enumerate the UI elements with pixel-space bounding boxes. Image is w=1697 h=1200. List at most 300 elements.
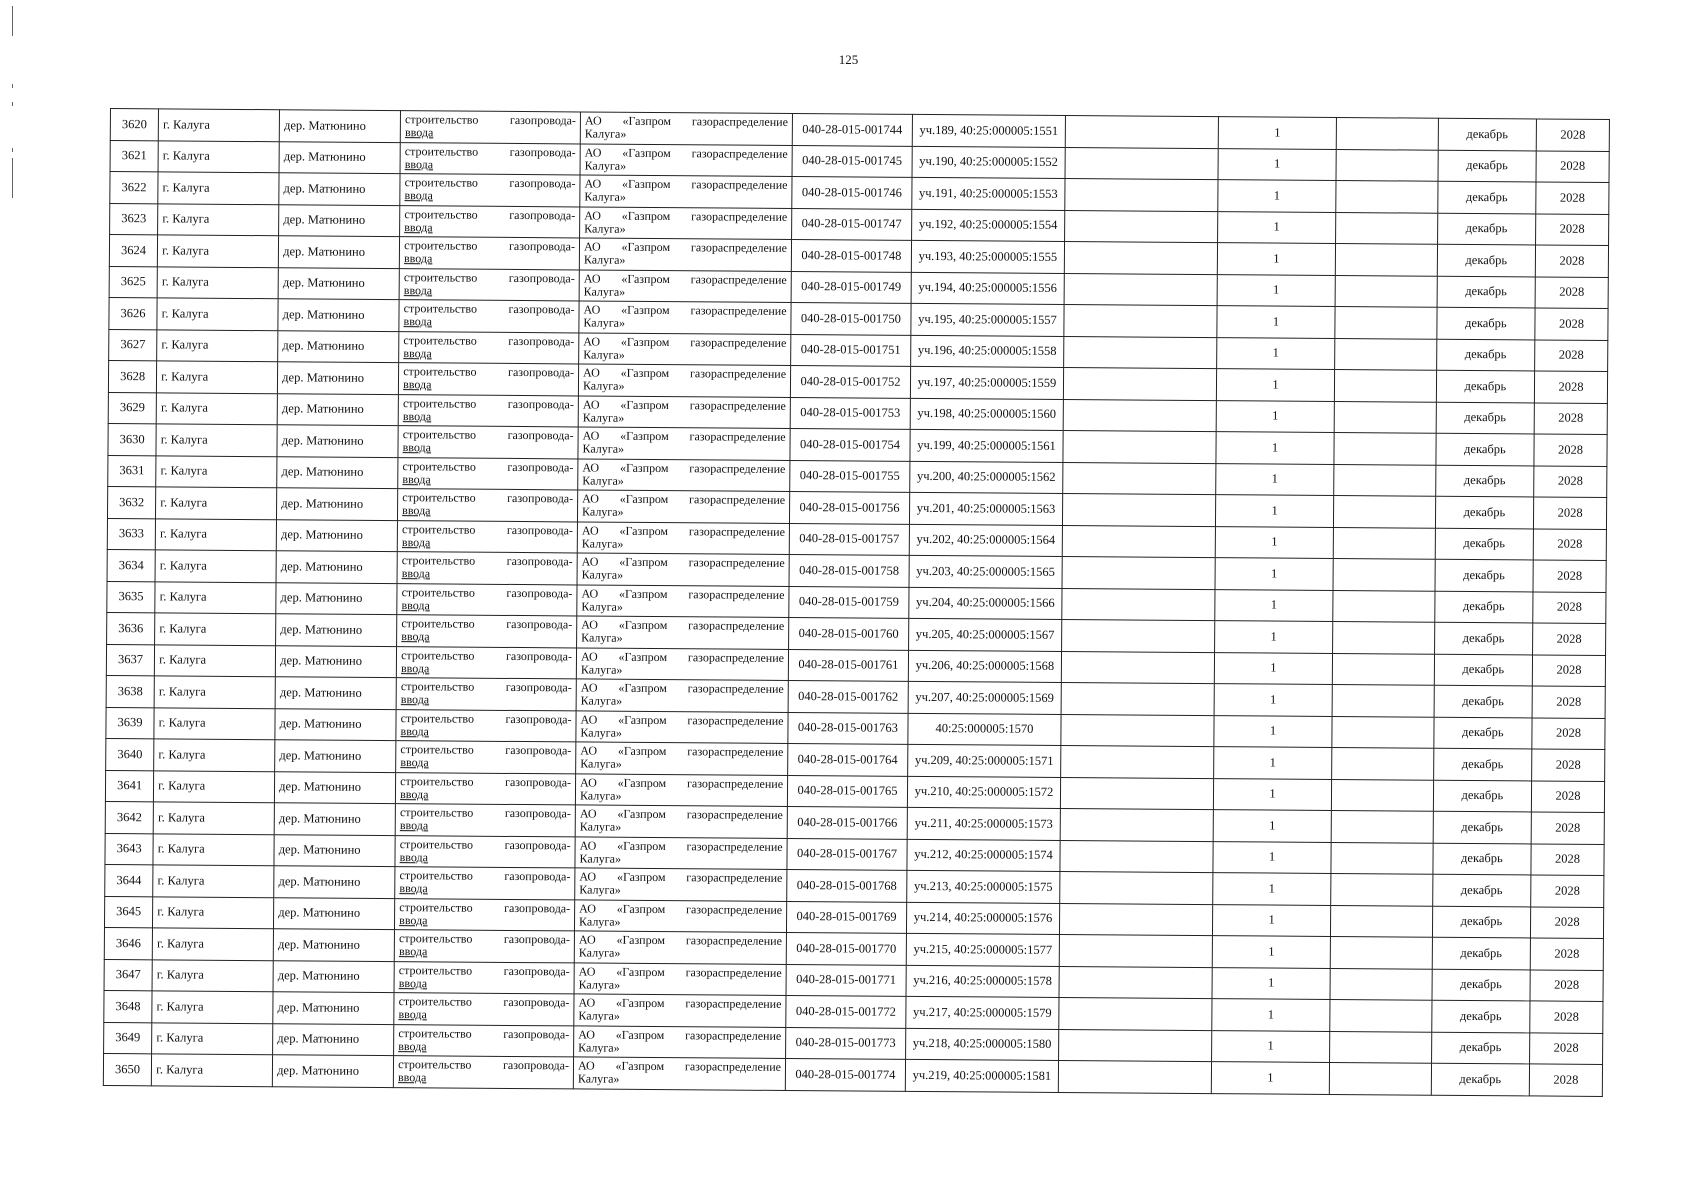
cell-org-b: «Газпром (616, 964, 665, 979)
cell-year: 2028 (1559, 190, 1585, 205)
organization-cell (576, 679, 788, 712)
empty-cell (1060, 808, 1213, 841)
empty-cell (1331, 810, 1433, 842)
month-cell (1434, 654, 1533, 686)
cell-org-d: Калуга» (578, 945, 621, 961)
cell-org-a: АО (584, 145, 602, 160)
year-cell (1532, 749, 1605, 781)
row-number (108, 455, 156, 487)
cell-org-a: АО (578, 932, 596, 947)
cell-org-c: газораспределение (691, 114, 788, 130)
cell-org-a: АО (583, 334, 601, 349)
cell-n: 3630 (119, 431, 145, 447)
row-number (105, 770, 153, 802)
empty-cell (1333, 527, 1435, 559)
cell-org-c: газораспределение (689, 461, 786, 476)
cell-org-d: Калуга» (584, 158, 627, 173)
city-cell (154, 707, 275, 739)
quantity-cell (1216, 432, 1334, 464)
cell-org-b: «Газпром (619, 523, 669, 538)
object-code-cell (790, 460, 910, 492)
cell-city: г. Калуга (156, 1030, 204, 1045)
empty-cell (1064, 336, 1217, 369)
cell-org-c: газораспределение (685, 1027, 782, 1043)
cell-place: дер. Матюнино (282, 370, 365, 385)
organization-cell (578, 458, 790, 491)
year-cell (1533, 528, 1606, 560)
cell-city: г. Калуга (156, 999, 204, 1014)
cell-org-a: АО (578, 964, 596, 979)
land-plot-cell (905, 1059, 1058, 1092)
quantity-cell (1218, 211, 1336, 243)
organization-cell (578, 395, 790, 428)
cell-year: 2028 (1555, 757, 1581, 772)
quantity-cell (1218, 117, 1336, 149)
cell-work-a: строительство (402, 395, 477, 411)
cell-month: декабрь (1463, 504, 1506, 519)
cell-org-c: газораспределение (688, 524, 785, 539)
city-cell (156, 424, 277, 456)
cell-month: декабрь (1466, 126, 1509, 141)
cell-place: дер. Матюнино (280, 622, 363, 637)
cell-city: г. Калуга (161, 306, 209, 321)
cell-work-b: газопровода- (505, 648, 573, 664)
cell-work-c: ввода (398, 1038, 427, 1054)
empty-cell (1329, 1031, 1431, 1063)
cell-month: декабрь (1463, 536, 1506, 551)
settlement-cell (277, 456, 398, 488)
cell-work-b: газопровода- (506, 554, 573, 569)
cell-org-c: газораспределение (686, 807, 783, 823)
cell-work-b: газопровода- (504, 869, 571, 884)
cell-n: 3637 (117, 652, 144, 667)
cell-land: уч.196, 40:25:000005:1558 (917, 343, 1057, 359)
cell-work-c: ввода (402, 440, 432, 455)
empty-cell (1060, 871, 1213, 904)
cell-work-a: строительство (399, 836, 474, 852)
cell-org-d: Калуга» (584, 221, 626, 236)
empty-cell (1329, 1062, 1431, 1094)
cell-month: декабрь (1460, 977, 1502, 992)
year-cell (1535, 245, 1608, 277)
cell-org-c: газораспределение (685, 933, 782, 949)
cell-org-b: «Газпром (618, 680, 667, 696)
cell-work-b: газопровода- (508, 365, 575, 380)
cell-land: уч.211, 40:25:000005:1573 (914, 815, 1053, 831)
object-code-cell (789, 586, 909, 618)
work-cell (398, 394, 578, 427)
quantity-cell (1211, 1062, 1329, 1094)
empty-cell (1065, 179, 1218, 212)
organization-cell (574, 994, 786, 1027)
empty-cell (1064, 242, 1217, 275)
cell-n: 3632 (119, 494, 145, 510)
settlement-cell (279, 141, 400, 173)
cell-place: дер. Матюнино (281, 464, 364, 480)
work-cell (400, 142, 580, 175)
cell-land: уч.215, 40:25:000005:1577 (913, 941, 1053, 957)
empty-cell (1335, 306, 1437, 338)
empty-cell (1336, 117, 1438, 149)
cell-year: 2028 (1554, 977, 1580, 993)
empty-cell (1333, 590, 1435, 622)
cell-land: уч.206, 40:25:000005:1568 (915, 658, 1055, 674)
cell-work-b: газопровода- (509, 144, 576, 160)
cell-work-a: строительство (402, 427, 477, 442)
land-plot-cell (910, 398, 1063, 431)
register-sheet (103, 108, 1610, 1097)
cell-city: г. Калуга (158, 747, 206, 762)
cell-city: г. Калуга (157, 841, 205, 856)
work-cell (398, 457, 578, 490)
cell-work-c: ввода (403, 314, 432, 329)
land-plot-cell (908, 681, 1061, 714)
cell-org-c: газораспределение (690, 335, 787, 350)
cell-org-b: «Газпром (618, 649, 668, 664)
cell-year: 2028 (1560, 158, 1586, 174)
cell-month: декабрь (1462, 662, 1505, 677)
month-cell (1437, 244, 1536, 276)
cell-city: г. Калуга (159, 621, 207, 636)
month-cell (1434, 685, 1533, 717)
cell-org-b: «Газпром (618, 586, 668, 601)
empty-cell (1335, 338, 1437, 370)
empty-cell (1058, 1060, 1211, 1093)
work-cell (399, 268, 579, 301)
cell-org-d: Калуга» (582, 473, 624, 488)
year-cell (1536, 150, 1609, 182)
cell-work-c: ввода (403, 282, 433, 298)
object-code-cell (792, 145, 912, 177)
cell-org-c: газораспределение (691, 146, 788, 161)
cell-place: дер. Матюнино (277, 937, 360, 952)
object-code-cell (791, 271, 911, 303)
row-number (107, 549, 155, 581)
empty-cell (1059, 966, 1212, 999)
cell-work-c: ввода (398, 1007, 427, 1022)
cell-org-d: Калуга» (580, 756, 622, 772)
cell-city: г. Калуга (159, 652, 207, 667)
cell-org-d: Калуга» (582, 504, 624, 520)
city-cell (158, 140, 279, 172)
work-cell (395, 898, 575, 931)
cell-org-a: АО (583, 239, 601, 254)
empty-cell (1059, 903, 1212, 936)
cell-work-c: ввода (399, 849, 429, 865)
cell-org-a: АО (579, 901, 596, 916)
cell-code: 040-28-015-001753 (800, 405, 901, 421)
cell-month: декабрь (1464, 410, 1507, 425)
organization-cell (576, 742, 788, 775)
land-plot-cell (911, 209, 1064, 242)
cell-org-c: газораспределение (691, 177, 788, 193)
city-cell (153, 833, 274, 865)
quantity-cell (1215, 558, 1333, 590)
cell-work-c: ввода (402, 503, 431, 518)
cell-place: дер. Матюнино (282, 338, 365, 354)
page-number: 125 (838, 52, 859, 67)
quantity-cell (1217, 243, 1335, 275)
cell-place: дер. Матюнино (281, 496, 364, 511)
cell-org-b: «Газпром (620, 428, 669, 444)
cell-work-b: газопровода- (505, 711, 572, 727)
land-plot-cell (910, 429, 1063, 462)
cell-qty: 1 (1268, 912, 1275, 927)
cell-org-b: «Газпром (622, 114, 672, 129)
cell-org-b: «Газпром (619, 460, 669, 475)
cell-n: 3628 (120, 368, 146, 384)
land-plot-cell (906, 996, 1059, 1029)
cell-code: 040-28-015-001768 (796, 877, 897, 893)
cell-work-c: ввода (397, 1070, 427, 1085)
cell-year: 2028 (1555, 725, 1582, 741)
month-cell (1431, 1032, 1530, 1064)
work-cell (395, 835, 575, 868)
quantity-cell (1212, 999, 1330, 1031)
cell-work-c: ввода (403, 377, 432, 392)
cell-land: 40:25:000005:1570 (935, 721, 1034, 737)
empty-cell (1332, 747, 1434, 779)
row-number (108, 423, 156, 455)
cell-org-a: АО (580, 775, 597, 790)
cell-code: 040-28-015-001764 (797, 751, 898, 767)
quantity-cell (1212, 936, 1330, 968)
cell-org-d: Калуга» (583, 347, 625, 362)
organization-cell (575, 773, 787, 806)
work-cell (400, 205, 580, 238)
year-cell (1531, 906, 1604, 938)
empty-cell (1332, 653, 1434, 685)
cell-n: 3627 (120, 337, 146, 352)
cell-land: уч.191, 40:25:000005:1553 (919, 185, 1058, 201)
object-code-cell (790, 365, 910, 397)
cell-work-a: строительство (401, 553, 476, 568)
cell-work-b: газопровода- (508, 239, 576, 254)
cell-city: г. Калуга (161, 337, 209, 352)
row-number (108, 392, 156, 424)
cell-year: 2028 (1553, 1072, 1579, 1087)
row-number (106, 738, 154, 770)
cell-org-d: Калуга» (581, 567, 624, 583)
cell-work-b: газопровода- (503, 995, 570, 1010)
cell-code: 040-28-015-001774 (795, 1066, 896, 1082)
empty-cell (1062, 588, 1215, 621)
land-plot-cell (908, 744, 1061, 777)
object-code-cell (786, 1027, 906, 1059)
cell-land: уч.201, 40:25:000005:1563 (916, 500, 1056, 516)
cell-work-c: ввода (401, 629, 430, 644)
cell-land: уч.202, 40:25:000005:1564 (916, 532, 1056, 548)
cell-org-d: Калуга» (584, 126, 627, 142)
month-cell (1436, 370, 1535, 402)
cell-code: 040-28-015-001754 (799, 436, 901, 452)
cell-org-b: «Газпром (621, 177, 671, 192)
city-cell (157, 361, 278, 393)
land-plot-cell (909, 587, 1062, 620)
cell-work-b: газопровода- (506, 522, 573, 538)
cell-year: 2028 (1557, 505, 1583, 520)
cell-org-d: Калуга» (581, 536, 624, 551)
cell-n: 3644 (116, 872, 142, 888)
cell-work-c: ввода (404, 156, 434, 172)
empty-cell (1336, 149, 1438, 181)
object-code-cell (788, 712, 908, 744)
month-cell (1433, 748, 1532, 780)
settlement-cell (277, 393, 398, 425)
cell-work-b: газопровода- (503, 932, 570, 947)
year-cell (1531, 843, 1604, 875)
year-cell (1534, 371, 1607, 403)
city-cell (155, 550, 276, 582)
row-number (104, 896, 152, 928)
cell-year: 2028 (1559, 284, 1585, 300)
object-code-cell (787, 806, 907, 838)
year-cell (1534, 402, 1607, 434)
month-cell (1435, 465, 1534, 497)
cell-n: 3631 (119, 463, 145, 478)
row-number (106, 707, 154, 739)
cell-work-c: ввода (404, 188, 433, 203)
empty-cell (1330, 999, 1432, 1031)
cell-place: дер. Матюнино (280, 527, 363, 543)
work-cell (397, 552, 577, 585)
cell-month: декабрь (1463, 473, 1506, 488)
quantity-cell (1217, 369, 1335, 401)
cell-city: г. Калуга (161, 369, 209, 384)
work-cell (400, 174, 580, 207)
cell-work-a: строительство (404, 206, 478, 222)
cell-n: 3642 (116, 809, 142, 825)
cell-work-b: газопровода- (503, 1026, 570, 1042)
empty-cell (1331, 842, 1433, 874)
cell-org-c: газораспределение (690, 272, 787, 287)
row-number (106, 675, 154, 707)
cell-code: 040-28-015-001758 (799, 562, 900, 578)
cell-org-a: АО (582, 428, 600, 443)
cell-work-b: газопровода- (507, 491, 574, 506)
cell-city: г. Калуга (157, 936, 205, 951)
city-cell (153, 896, 274, 928)
cell-code: 040-28-015-001770 (796, 940, 897, 956)
object-code-cell (785, 1058, 905, 1090)
land-plot-cell (908, 650, 1061, 683)
cell-code: 040-28-015-001745 (802, 153, 903, 169)
cell-year: 2028 (1558, 347, 1584, 363)
cell-city: г. Калуга (161, 274, 209, 289)
month-cell (1436, 402, 1535, 434)
cell-qty: 1 (1268, 881, 1276, 896)
row-number (105, 864, 153, 896)
cell-work-a: строительство (405, 112, 479, 127)
organization-cell (579, 238, 791, 271)
year-cell (1531, 780, 1604, 812)
cell-place: дер. Матюнино (283, 118, 366, 133)
empty-cell (1065, 210, 1218, 243)
cell-org-d: Калуга» (579, 851, 622, 866)
row-number (110, 140, 158, 172)
cell-n: 3640 (117, 746, 143, 762)
cell-year: 2028 (1555, 788, 1581, 804)
cell-org-b: «Газпром (616, 869, 666, 885)
cell-work-c: ввода (401, 566, 431, 581)
work-cell (396, 741, 576, 774)
cell-org-d: Калуга» (580, 662, 623, 677)
organization-cell (574, 899, 786, 932)
cell-n: 3623 (121, 211, 147, 226)
cell-org-b: «Газпром (621, 240, 671, 255)
cell-month: декабрь (1464, 378, 1507, 393)
empty-cell (1331, 873, 1433, 905)
cell-code: 040-28-015-001769 (796, 909, 897, 925)
empty-cell (1062, 556, 1215, 589)
cell-land: уч.192, 40:25:000005:1554 (918, 217, 1058, 233)
object-code-cell (789, 523, 909, 555)
cell-land: уч.207, 40:25:000005:1569 (915, 689, 1055, 705)
organization-cell (573, 1057, 785, 1090)
land-plot-cell (911, 272, 1064, 305)
empty-cell (1335, 275, 1437, 307)
settlement-cell (272, 1055, 393, 1087)
cell-org-b: «Газпром (618, 712, 667, 727)
month-cell (1433, 811, 1532, 843)
cell-org-d: Калуга» (582, 441, 625, 457)
cell-org-c: газораспределение (685, 996, 782, 1012)
cell-org-c: газораспределение (688, 618, 785, 634)
object-code-cell (788, 743, 908, 775)
cell-place: дер. Матюнино (279, 716, 362, 732)
year-cell (1530, 938, 1603, 970)
cell-year: 2028 (1554, 946, 1580, 961)
work-cell (396, 678, 576, 711)
work-cell (398, 426, 578, 459)
cell-org-d: Калуга» (579, 882, 621, 898)
year-cell (1534, 434, 1607, 466)
year-cell (1533, 591, 1606, 623)
settlement-cell (274, 834, 395, 866)
cell-qty: 1 (1269, 723, 1277, 738)
object-code-cell (787, 869, 907, 901)
register-rows (103, 109, 1609, 1096)
land-plot-cell (908, 713, 1061, 746)
cell-org-d: Калуга» (583, 252, 626, 268)
quantity-cell (1215, 621, 1333, 653)
cell-qty: 1 (1269, 755, 1276, 770)
empty-cell (1063, 367, 1216, 400)
empty-cell (1331, 779, 1433, 811)
cell-n: 3639 (117, 715, 143, 730)
city-cell (155, 581, 276, 613)
object-code-cell (791, 334, 911, 366)
cell-org-c: газораспределение (689, 429, 786, 445)
cell-land: уч.209, 40:25:000005:1571 (914, 752, 1054, 768)
month-cell (1437, 276, 1536, 308)
organization-cell (577, 584, 789, 617)
cell-place: дер. Матюнино (280, 653, 363, 669)
cell-org-a: АО (581, 554, 599, 569)
cell-work-c: ввода (400, 692, 430, 707)
cell-org-d: Калуга» (581, 630, 623, 646)
quantity-cell (1217, 337, 1335, 369)
cell-org-c: газораспределение (688, 555, 785, 571)
cell-org-a: АО (583, 302, 601, 317)
cell-month: декабрь (1459, 1008, 1502, 1023)
empty-cell (1059, 934, 1212, 967)
register-table (103, 108, 1610, 1096)
cell-code: 040-28-015-001749 (801, 279, 902, 295)
cell-work-a: строительство (399, 805, 474, 820)
cell-place: дер. Матюнино (279, 748, 362, 763)
city-cell (158, 172, 279, 204)
